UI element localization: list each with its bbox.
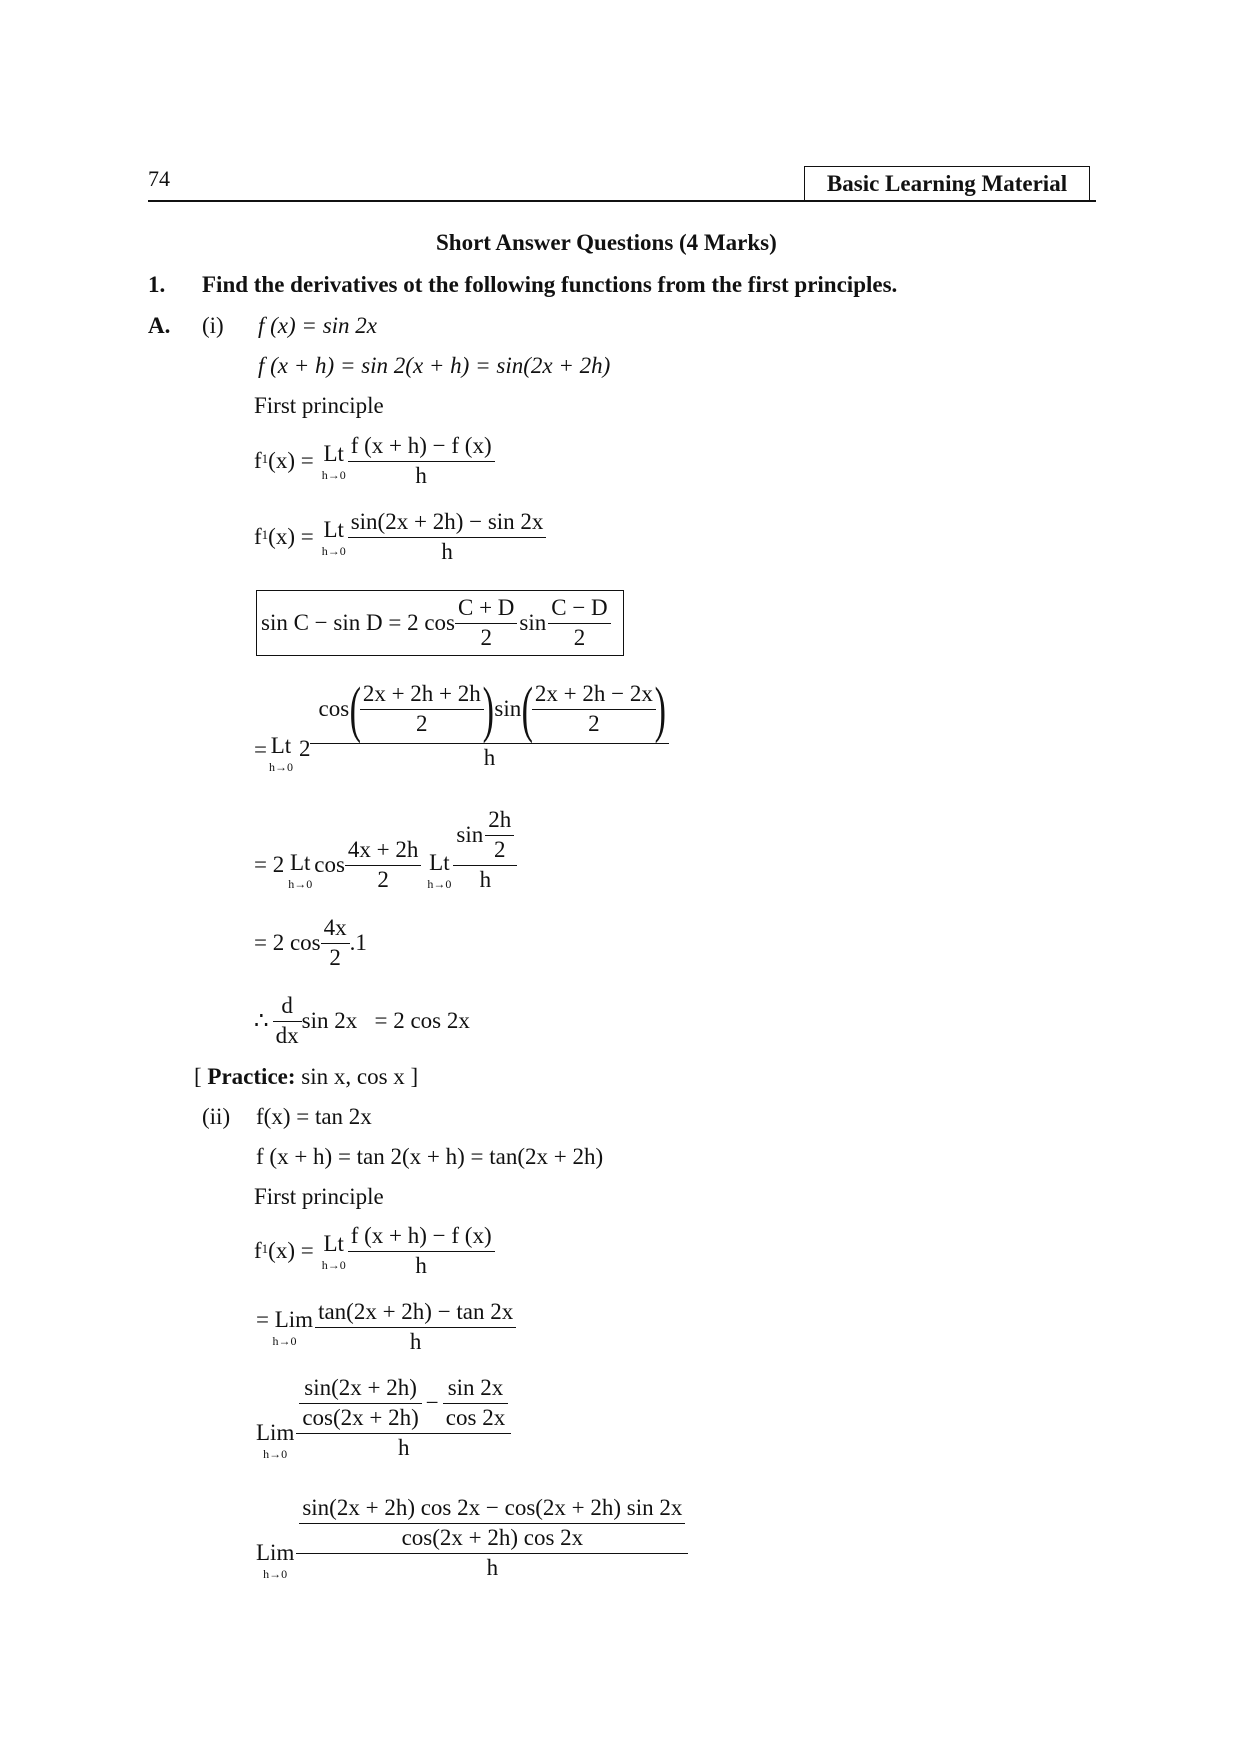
- ii-step-2: [254, 1298, 516, 1357]
- constant-two: 2: [298, 735, 311, 761]
- sub-i-label: (i): [202, 313, 224, 338]
- book-title-box: [804, 166, 1090, 202]
- fxh-definition: f (x + h) = sin 2(x + h) = sin(2x + 2h): [258, 353, 611, 378]
- fxh-tan-definition: f (x + h) = tan 2(x + h) = tan(2x + 2h): [256, 1144, 604, 1169]
- first-principle-label-ii: First principle: [254, 1184, 384, 1209]
- fraction: $\frac{C - D}{2}$: [548, 594, 610, 653]
- fraction: $\frac{\sin(2x + 2h) - \sin 2x}{h}$: [348, 508, 547, 567]
- limit-operator: Lim h→0: [256, 1419, 295, 1461]
- fx-definition: f (x) = sin 2x: [258, 313, 377, 338]
- fraction: $\frac{f (x + h) - f (x)}{h}$: [348, 432, 495, 491]
- sub-ii-label: (ii): [202, 1104, 231, 1129]
- fraction: $\frac{f (x + h) - f (x)}{h}$: [348, 1222, 495, 1281]
- f-prime-symbol: f: [254, 448, 262, 474]
- step-2: [254, 508, 546, 567]
- part-a-label: A.: [148, 313, 171, 338]
- fraction: cos ( $\frac{2x + 2h + 2h}{2}$ ) sin ( $\frac{2x + 2h - 2x}{2}$ ) h: [310, 679, 668, 773]
- fraction: $\frac{\tan(2x + 2h) - \tan 2x}{h}$: [315, 1298, 516, 1357]
- ii-step-3: [254, 1374, 511, 1462]
- result-line: [254, 992, 470, 1051]
- fprime-x: (x) =: [268, 524, 314, 550]
- step5-suffix: .1: [349, 930, 367, 956]
- therefore-symbol: ∴: [254, 1008, 269, 1034]
- limit-operator: Lt h→0: [321, 516, 346, 558]
- step-1: [254, 432, 495, 491]
- fraction: $\frac{\sin(2x + 2h)}{\cos(2x + 2h)}$ − $\frac{\sin 2x}{\cos 2x}$ h: [296, 1374, 511, 1462]
- practice-note: [ Practice: sin x, cos x ]: [194, 1064, 419, 1089]
- header-rule: [148, 200, 1096, 202]
- limit-operator: Lt h→0: [268, 733, 293, 774]
- step4-cos: cos: [314, 852, 345, 878]
- equals: =: [254, 736, 267, 762]
- identity-lhs: sin C − sin D = 2 cos: [261, 610, 455, 635]
- fraction: $\frac{4x}{2}$: [321, 914, 350, 973]
- limit-operator: Lt h→0: [321, 1230, 346, 1272]
- first-principle-label: First principle: [254, 393, 384, 418]
- prime-superscript: 1: [261, 451, 269, 467]
- step-4: [254, 806, 517, 895]
- fraction: sin $\frac{2h}{2}$ h: [453, 806, 517, 894]
- question-text: Find the derivatives ot the following functions from the first principles.: [202, 272, 898, 297]
- section-title: Short Answer Questions (4 Marks): [436, 230, 777, 255]
- limit-operator: Lt h→0: [321, 440, 346, 482]
- question-number: 1.: [148, 272, 166, 297]
- limit-operator: Lt h→0: [427, 849, 452, 891]
- book-title: Basic Learning Material: [826, 171, 1068, 196]
- fraction: $\frac{4x + 2h}{2}$: [345, 836, 421, 895]
- f-prime-symbol: f: [254, 1238, 262, 1264]
- step-3: [254, 675, 669, 774]
- f-prime-symbol: f: [254, 524, 262, 550]
- ii-step-1: [254, 1222, 495, 1281]
- fx-tan-definition: f(x) = tan 2x: [256, 1104, 372, 1129]
- fprime-x: (x) =: [268, 1238, 314, 1264]
- fprime-x: (x) =: [268, 448, 314, 474]
- identity-box: [256, 590, 624, 656]
- fraction: $\frac{C + D}{2}$: [455, 594, 517, 653]
- fraction: $\frac{\frac{\sin(2x + 2h) \cos 2x - \cos(2x + 2h) \sin 2x}{\cos(2x + 2h) \cos 2x}}{h}$: [296, 1494, 688, 1582]
- step5-prefix: = 2 cos: [254, 930, 321, 956]
- page-number: 74: [148, 166, 170, 191]
- identity-sin: sin: [519, 610, 547, 635]
- limit-operator: = Lim h→0: [256, 1306, 314, 1348]
- equals-two: = 2: [254, 852, 285, 878]
- step-5: [254, 914, 367, 973]
- practice-label: Practice:: [207, 1064, 296, 1089]
- derivative-operator: $\frac{d}{dx}$: [273, 992, 302, 1051]
- prime-superscript: 1: [261, 1241, 269, 1257]
- limit-operator: Lt h→0: [288, 849, 313, 891]
- ii-step-4: [254, 1494, 688, 1582]
- result-text: sin 2x = 2 cos 2x: [301, 1008, 470, 1034]
- limit-operator: Lim h→0: [256, 1539, 295, 1581]
- prime-superscript: 1: [261, 527, 269, 543]
